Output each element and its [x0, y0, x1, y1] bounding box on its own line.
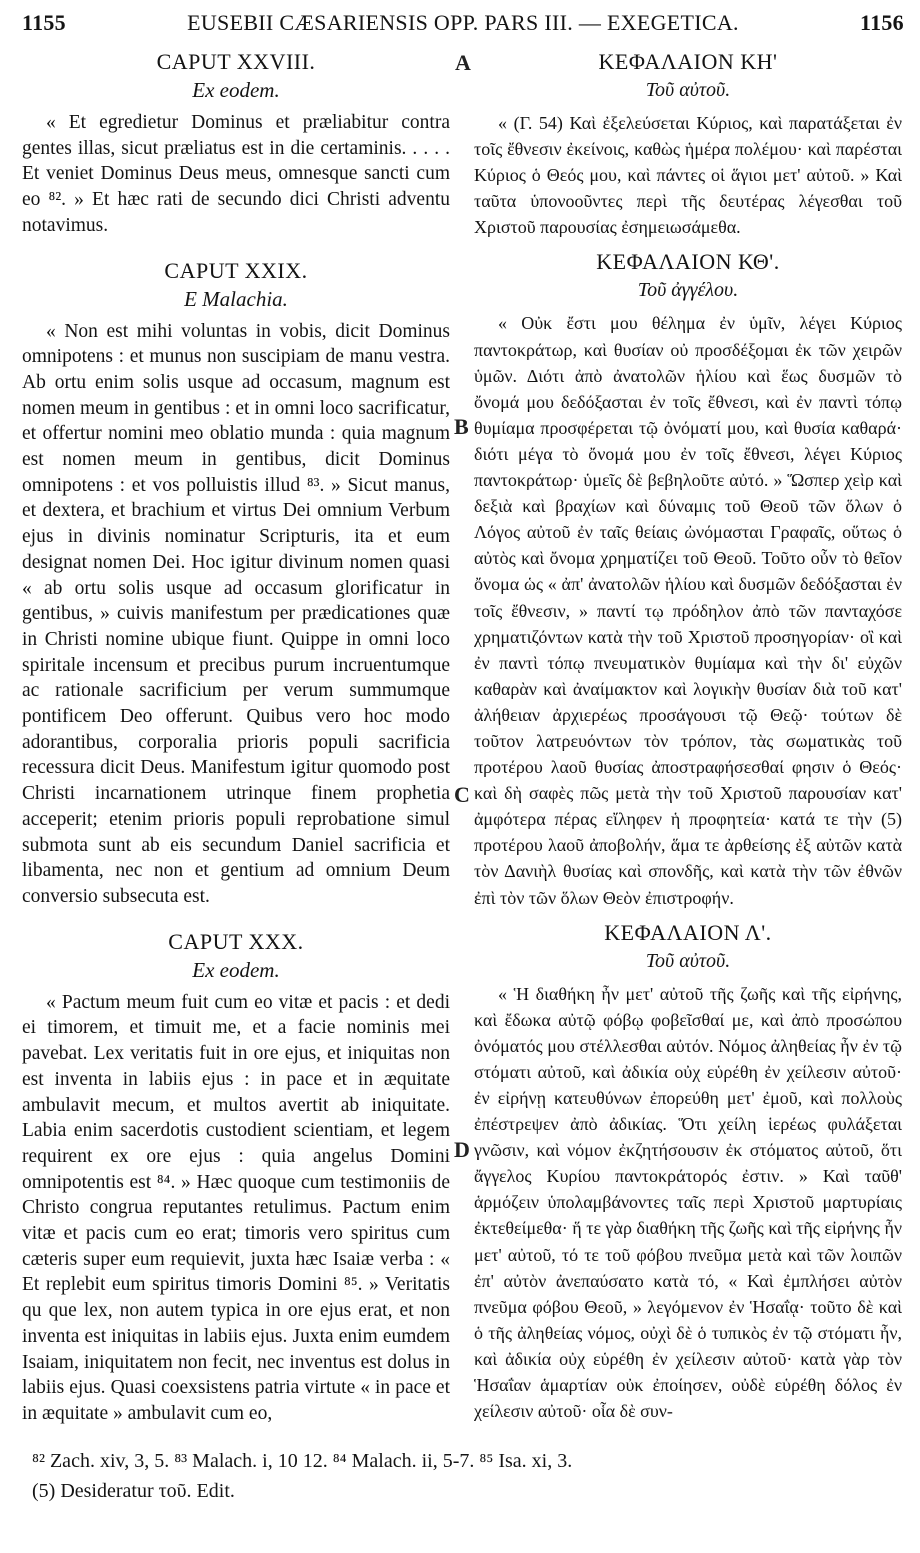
- caput-28-text: « Et egredietur Dominus et præliabitur contra gentes illas, sicut præliatus est in die certaminis. . . . . Et veniet Dominus Deus meus, omnesque sancti cum eo ⁸². » Et hæc rati de secundo dici Christi adventu notavimus.: [22, 112, 450, 236]
- kephalaion-28-title: ΚΕΦΑΛΑΙΟΝ ΚΗ': [598, 49, 778, 74]
- margin-letter-b: B: [454, 414, 469, 439]
- caput-30-text: « Pactum meum fuit cum eo vitæ et pacis : et dedi ei timorem, et timuit me, et a facie nominis mei pavebat. Lex veritatis fuit in ore ejus, et iniquitas non est inventa in labiis ejus : in pace et in æquitate ambulavit mecum, et multos avertit ab iniquitate. Labia enim sacerdotis custodient scientiam, et legem requirent ex ore ejus : quia angelus Domini omnipotentis est ⁸⁴. » Hæc quoque cum testimoniis de Christo congrua reputantes retulimus. Pactum enim vitæ et pacis cum eo erat; timoris vero spiritus cum cæteris super eum requievit, juxta hæc Isaiæ verba : « Et replebit eum spiritus timoris Domini ⁸⁵. » Veritatis qu que lex, non autem typica in ore ejus erat, et non inventa est iniquitas in labiis ejus. Juxta enim eumdem Isaiam, iniquitatem non fecit, nec inventus est dolus in labiis ejus. Quasi coexsistens patria virtute « in pace et in æquitate » ambulavit cum eo,: [22, 991, 450, 1424]
- kephalaion-28-text: « (Γ. 54) Καὶ ἐξελεύσεται Κύριος, καὶ παρατάξεται ἐν τοῖς ἔθνεσιν ἐκείνοις, καθὼς ἡμέρα πολέμου· καὶ παρέσται Κύριος ὁ Θεός μου, καὶ πάντες οἱ ἅγιοι μετ' αὐτοῦ. » Καὶ ταῦτα ὑπονοοῦντες περὶ τῆς δευτέρας λέγεσθαι τοῦ Χριστοῦ παρουσίας ἐσημειωσάμεθα.: [474, 113, 902, 238]
- kephalaion-29-subtitle: Τοῦ ἀγγέλου.: [637, 279, 739, 302]
- running-title: EUSEBII CÆSARIENSIS OPP. PARS III. — EXEGETICA.: [187, 10, 739, 35]
- caput-29-title: CAPUT XXIX.: [164, 257, 308, 283]
- footnote-line-2: (5) Desideratur τοῦ. Edit.: [32, 1480, 235, 1502]
- page-number-right: 1156: [860, 10, 904, 35]
- caput-28-title: CAPUT XXVIII.: [156, 49, 316, 74]
- kephalaion-30-title: ΚΕΦΑΛΑΙΟΝ Λ'.: [604, 919, 772, 945]
- caput-29-text: « Non est mihi voluntas in vobis, dicit Dominus omnipotens : et munus non suscipiam de manu vestra. Ab ortu enim solis usque ad occasum, magnum est nomen meum in gentibus : et in omni loco sacrificatur, et offertur nomini meo oblatio munda : quia magnum est nomen meum in gentibus, dicit Dominus omnipotens : et vos polluistis illud ⁸³. » Sicut manus, et dextera, et brachium et virtus Dei omnium Verbum ejus in divinis nominatur Scripturis, ita et eum designat nomen Dei. Hoc igitur divinum nomen quasi « ab ortu solis usque ad occasum glorificatur in gentibus, » cuivis manifestum per prædicationes quæ in Christi nomine ubique fiunt. Quippe in omni loco spiritale incensum et precibus purum incruentumque ac rationale sacrificium per verum summumque pontificem Deo offerunt. Quibus vero hoc modo adorantibus, corporalia prioris populi sacrificia recessura dicit Deus. Manifestum igitur quomodo post Christi incarnationem utrinque finem prophetia acceperit; etenim prioris populi reprobatione simul submota sunt ab eis secundum Daniel sacrificia et libamenta, nec non et gentium ad omnium Deum conversio subsecuta est.: [22, 320, 450, 907]
- margin-letter-a: A: [455, 50, 471, 75]
- latin-column: [22, 48, 450, 1427]
- kephalaion-28-subtitle: Τοῦ αὐτοῦ.: [645, 79, 731, 101]
- margin-letter-d: D: [454, 1137, 470, 1162]
- margin-letter-c: C: [454, 782, 470, 807]
- caput-29-subtitle: E Malachia.: [184, 286, 288, 311]
- running-header: [22, 10, 904, 42]
- caput-28-subtitle: Ex eodem.: [192, 78, 280, 102]
- kephalaion-30-text: « Ἡ διαθήκη ἦν μετ' αὐτοῦ τῆς ζωῆς καὶ τῆς εἰρήνης, καὶ ἔδωκα αὐτῷ φόβῳ φοβεῖσθαί με, καὶ ἀπὸ προσώπου ὀνόματός μου στέλλεσθαι αὐτόν. Νόμος ἀληθείας ἦν ἐν τῷ στόματι αὐτοῦ, καὶ ἀδικία οὐχ εὑρέθη ἐν χείλεσιν αὐτοῦ· ἐν εἰρήνῃ κατευθύνων ἐπορεύθη μετ' ἐμοῦ, καὶ πολλοὺς ἐπέστρεψεν ἀπὸ ἀδικίας. Ὅτι χείλη ἱερέως φυλάξεται γνῶσιν, καὶ νόμον ἐκζητήσουσιν ἐκ στόματος αὐτοῦ, ὅτι ἄγγελος Κυρίου παντοκράτορός ἐστιν. » Καὶ ταῦθ' ἁρμόζειν ὑπολαμβάνοντες ταῖς περὶ Χριστοῦ μαρτυρίαις ἐκτεθείμεθα· ἥ τε γὰρ διαθήκη τῆς ζωῆς καὶ τῆς εἰρήνης ἦν μετ' αὐτοῦ, τό τε τοῦ φόβου πνεῦμα μετὰ καὶ τῶν λοιπῶν ἐπ' αὐτὸν ἀνεπαύσατο κατὰ τό, « Καὶ ἐμπλήσει αὐτὸν πνεῦμα φόβου Θεοῦ, » λεγόμενον ἐν Ἡσαΐᾳ· τοῦτο δὲ καὶ ὁ τῆς ἀληθείας νόμος, οὐχὶ δὲ ὁ τυπικὸς ἐν τῷ στόματι ἦν, καὶ ἀδικία οὐχ εὑρέθη ἐν χείλεσιν αὐτοῦ· κατὰ γὰρ τὸν Ἡσαΐαν ἁμαρτίαν οὐκ ἐποίησεν, οὐδὲ εὑρέθη δόλος ἐν χείλεσιν αὐτοῦ· οἷα δὲ συν-: [474, 983, 902, 1422]
- kephalaion-29-text: « Οὐκ ἔστι μου θέλημα ἐν ὑμῖν, λέγει Κύριος παντοκράτωρ, καὶ θυσίαν οὐ προσδέξομαι ἐκ τῶν χειρῶν ὑμῶν. Διότι ἀπὸ ἀνατολῶν ἡλίου καὶ ἕως δυσμῶν τὸ ὄνομά μου δεδόξασται ἐν τοῖς ἔθνεσι, καὶ ἐν παντὶ τόπῳ θυμίαμα προσφέρεται τῷ ὀνόματί μου, καὶ θυσία καθαρά· διότι μέγα τὸ ὄνομά μου ἐν τοῖς ἔθνεσι, λέγει Κύριος παντοκράτωρ· ὑμεῖς δὲ βεβηλοῦτε αὐτό. » Ὥσπερ χεὶρ καὶ δεξιὰ καὶ βραχίων καὶ δύναμις τοῦ Θεοῦ τῶν ὅλων ὁ Λόγος αὐτοῦ ἐν ταῖς θείαις ὠνόμασται Γραφαῖς, οὕτως ὁ αὐτὸς καὶ ὄνομα χρηματίζει τοῦ Θεοῦ. Τοῦτο οὖν τὸ θεῖον ὄνομα ὡς « ἀπ' ἀνατολῶν ἡλίου καὶ δυσμῶν δεδόξασται ἐν τοῖς ἔθνεσιν, » παντί τῳ πρόδηλον ἀπὸ τῶν πανταχόσε χρηματιζόντων κατὰ τὴν τοῦ Χριστοῦ προσηγορίαν· οἳ καὶ ἐν παντὶ τόπῳ πνευματικὸν θυμίαμα καὶ τὴν δι' εὐχῶν καθαρὰν καὶ ἀναίμακτον καὶ λογικὴν θυσίαν διὰ τοῦ κατ' ἀλήθειαν ἀρχιερέως προσάγουσι τῷ Θεῷ· τούτων δὲ τοῦτον λατρευόντων τὸν τρόπον, τὰς σωματικὰς τοῦ προτέρου λαοῦ θυσίας ἀποστραφήσεσθαί φησιν ὁ Θεός· καὶ δὴ σαφὲς πῶς μετὰ τὴν τοῦ Χριστοῦ παρουσίαν κατ' ἀμφότερα πέρας εἴληφεν ἡ προφητεία· κατά τε τὴν (5) προτέρου λαοῦ ἀποβολήν, ἅμα τε ἀρθείσης ἐξ αὐτῶν κατὰ τὸν Δανιὴλ θυσίας καὶ σπονδῆς, καὶ κατὰ τὴν τῶν ἐθνῶν ἐπὶ τὸν τῶν ὅλων Θεὸν ἐπιστροφήν.: [474, 313, 902, 908]
- kephalaion-30-subtitle: Τοῦ αὐτοῦ.: [645, 949, 731, 972]
- footnote-line-1: ⁸² Zach. xiv, 3, 5. ⁸³ Malach. i, 10 12. ⁸⁴ Malach. ii, 5-7. ⁸⁵ Isa. xi, 3.: [32, 1450, 573, 1472]
- caput-30-subtitle: Ex eodem.: [192, 957, 280, 982]
- footnotes: [32, 1446, 892, 1506]
- greek-column: [474, 48, 902, 1424]
- kephalaion-29-title: ΚΕΦΑΛΑΙΟΝ ΚΘ'.: [596, 249, 780, 275]
- caput-30-title: CAPUT XXX.: [168, 928, 304, 954]
- page-number-left: 1155: [22, 10, 66, 35]
